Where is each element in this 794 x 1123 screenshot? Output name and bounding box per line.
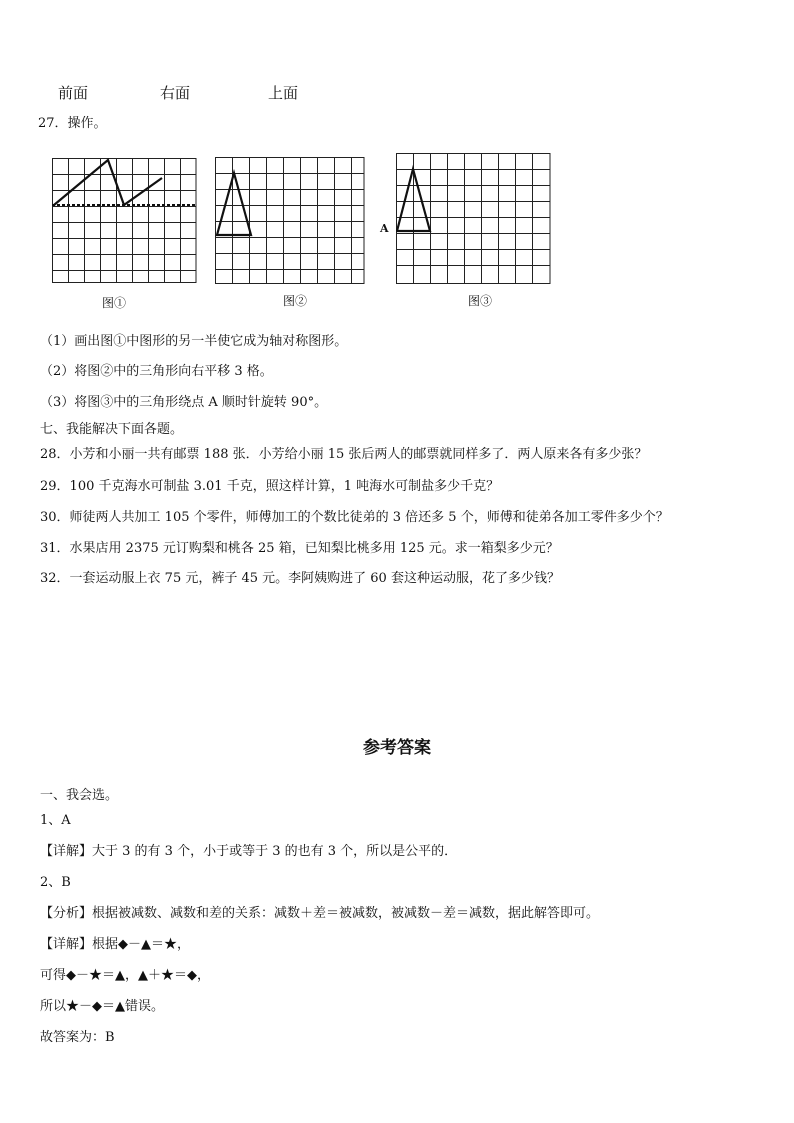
top-view-label: 上面	[268, 84, 299, 102]
answer-2-derivation: 可得◆－★＝▲，▲＋★＝◆，	[40, 968, 210, 983]
section-7-heading: 七、我能解决下面各题。	[40, 422, 184, 437]
problem-31: 31．水果店用 2375 元订购梨和桃各 25 箱，已知梨比桃多用 125 元。求一箱梨多少元？	[40, 541, 559, 556]
figure-1-caption: 图①	[102, 296, 127, 310]
figure-2-grid	[215, 157, 365, 284]
problem-32: 32．一套运动服上衣 75 元，裤子 45 元。李阿姨购进了 60 套这种运动服，花了多少钱？	[40, 571, 560, 586]
problem-30: 30．师徒两人共加工 105 个零件，师傅加工的个数比徒弟的 3 倍还多 5 个，师傅和徒弟各加工零件多少个？	[40, 510, 669, 525]
right-view-label: 右面	[160, 84, 191, 102]
answer-1-detail: 【详解】大于 3 的有 3 个，小于或等于 3 的也有 3 个，所以是公平的．	[40, 844, 458, 859]
answer-2-final: 故答案为：B	[40, 1030, 115, 1045]
problem-29: 29．100 千克海水可制盐 3.01 千克，照这样计算，1 吨海水可制盐多少千克？	[40, 479, 500, 494]
question-27-title: 27．操作。	[38, 116, 107, 131]
figure-3-grid	[396, 153, 551, 284]
point-a-label: A	[380, 222, 389, 235]
answers-title: 参考答案	[363, 738, 431, 758]
answer-2-detail: 【详解】根据◆－▲＝★，	[40, 937, 190, 952]
answer-2-conclusion: 所以★－◆＝▲错误。	[40, 999, 164, 1014]
figure-2-caption: 图②	[283, 294, 308, 308]
problem-28: 28．小芳和小丽一共有邮票 188 张．小芳给小丽 15 张后两人的邮票就同样多了．两人原来各有多少张？	[40, 447, 648, 462]
q27-step-2: （2）将图②中的三角形向右平移 3 格。	[40, 364, 273, 379]
figure-1-grid	[52, 158, 197, 283]
answers-section-1: 一、我会选。	[40, 788, 119, 803]
answer-2: 2、B	[40, 875, 71, 890]
q27-step-1: （1）画出图①中图形的另一半使它成为轴对称图形。	[40, 334, 348, 349]
figure-3-caption: 图③	[468, 294, 493, 308]
front-view-label: 前面	[58, 84, 89, 102]
answer-1: 1、A	[40, 813, 71, 828]
answer-2-analysis: 【分析】根据被减数、减数和差的关系：减数＋差＝被减数，被减数－差＝减数，据此解答即可。	[40, 906, 600, 921]
q27-step-3: （3）将图③中的三角形绕点 A 顺时针旋转 90°。	[40, 395, 328, 410]
